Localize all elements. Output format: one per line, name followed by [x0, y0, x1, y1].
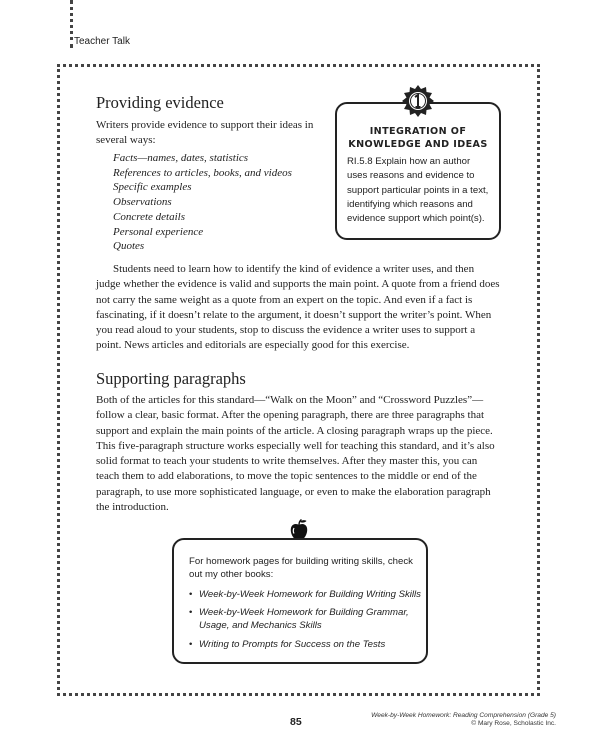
standard-heading-line: KNOWLEDGE AND IDEAS [348, 138, 488, 150]
paragraph-evidence: Students need to learn how to identify the kind of evidence a writer uses, and then judge whether the evidence is valid and supports the main point. A quote from a friend does not carry the same weight as a quote from an expert on the topic. And even if a fact is fascinating, if it doesn’t relate to the argument, it doesn’t support the writer’s point. When you read aloud to your students, stop to discuss the evidence a writer uses to support a point. News articles and editorials are especially good for this exercise. [96, 263, 500, 352]
standard-heading-line: INTEGRATION OF [369, 126, 467, 137]
list-item: Specific examples [113, 181, 192, 194]
list-item [189, 606, 421, 632]
list-item: Facts—names, dates, statistics [113, 152, 249, 164]
evidence-list [113, 151, 292, 254]
standard-heading [337, 126, 499, 151]
section-intro: Writers provide evidence to support their ideas in several ways: [96, 119, 314, 147]
bullet-icon: • [189, 589, 193, 600]
book-title: Week-by-Week Homework for Building Grammar, Usage, and Mechanics Skills [199, 607, 409, 632]
running-header: Teacher Talk [74, 36, 130, 47]
paragraph-supporting: Both of the articles for this standard—“Walk on the Moon” and “Crossword Puzzles”—follow a clear, basic format. After the opening paragraph, there are three paragraphs that support and explain the main points of the article. A closing paragraph wraps up the piece. This five-paragraph structure works especially well for teaching this standard, and it’s also solid format to teach your students to write themselves. After they master this, you can teach them to add elaborations, to move the topic sentences to the middle or end of the paragraph, to use more sophisticated language, or even to make the elaboration paragraph the introduction. [96, 394, 495, 514]
bullet-icon: • [189, 607, 193, 619]
list-item: Concrete details [113, 210, 185, 223]
list-item: Personal experience [113, 225, 204, 238]
list-item: References to articles, books, and videos [113, 166, 292, 179]
book-list [189, 588, 421, 656]
header-dotted-bar [70, 0, 73, 48]
section-title-supporting-paragraphs: Supporting paragraphs [96, 369, 246, 388]
section-title-providing-evidence: Providing evidence [96, 93, 224, 112]
bullet-icon: • [189, 638, 193, 650]
book-title-credit: Week-by-Week Homework: Reading Comprehension (Grade 5) [371, 712, 556, 719]
page-number: 85 [290, 716, 302, 728]
list-item: Quotes [113, 240, 145, 253]
list-item: Observations [113, 196, 172, 209]
copyright: © Mary Rose, Scholastic Inc. [471, 720, 556, 728]
list-item [189, 638, 421, 651]
standard-callout-box [335, 102, 501, 240]
list-item [189, 588, 421, 601]
book-title: Writing to Prompts for Success on the Tests [199, 638, 386, 650]
homework-callout-box [172, 538, 428, 664]
standard-badge-icon [402, 85, 434, 117]
standard-text: RI.5.8 Explain how an author uses reasons and evidence to support particular points in a text, identifying which reasons and evidence support which point(s). [347, 156, 489, 225]
homework-intro: For homework pages for building writing skills, check out my other books: [189, 556, 413, 581]
book-title: Week-by-Week Homework for Building Writing Skills [199, 589, 421, 600]
footer-credit [371, 712, 556, 729]
